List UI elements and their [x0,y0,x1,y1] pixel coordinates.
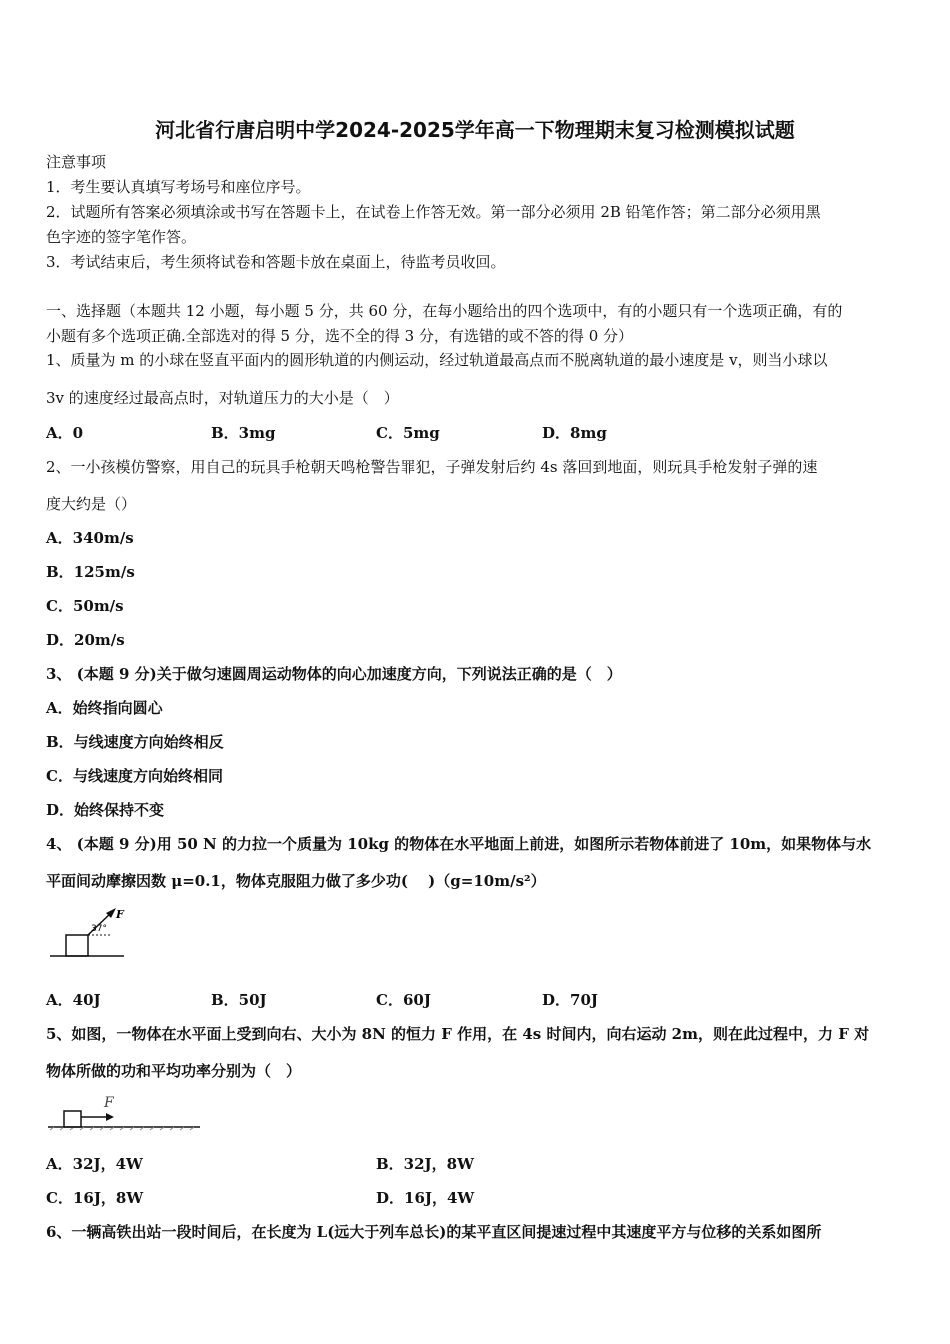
block-horizontal-force-figure [46,1093,206,1137]
question-5-stem: 5、如图，一物体在水平面上受到向右、大小为 8N 的恒力 F 作用，在 4s 时间内，向右运动 2m，则在此过程中，力 F 对 [46,1025,870,1043]
question-2-stem: 度大约是（） [46,495,137,513]
question-2-stem: 2、一小孩模仿警察，用自己的玩具手枪朝天鸣枪警告罪犯，子弹发射后约 4s 落回到地面，则玩具手枪发射子弹的速 [46,458,818,476]
section-instructions: 小题有多个选项正确.全部选对的得 5 分，选不全的得 3 分，有选错的或不答的得 0 分） [46,327,634,345]
q5-option-a: A．32J，4W [46,1155,143,1173]
q4-option-a: A．40J [46,991,101,1009]
q1-option-d: D．8mg [542,424,607,442]
notice-item: 1．考生要认真填写考场号和座位序号。 [46,178,311,196]
question-6-stem: 6、一辆高铁出站一段时间后，在长度为 L(远大于列车总长)的某平直区间提速过程中其速度平方与位移的关系如图所 [46,1223,822,1241]
q2-option-c: C．50m/s [46,597,124,615]
q4-option-b: B．50J [211,991,267,1009]
q1-option-c: C．5mg [376,424,440,442]
question-4-stem: 4、 (本题 9 分)用 50 N 的力拉一个质量为 10kg 的物体在水平地面上前进，如图所示若物体前进了 10m，如果物体与水 [46,835,872,853]
q1-option-b: B．3mg [211,424,276,442]
page-title: 河北省行唐启明中学2024-2025学年高一下物理期末复习检测模拟试题 [155,118,795,142]
q2-option-a: A．340m/s [46,529,134,547]
question-1-stem: 1、质量为 m 的小球在竖直平面内的圆形轨道的内侧运动，经过轨道最高点而不脱离轨道的最小速度是 v，则当小球以 [46,351,828,369]
q5-option-d: D．16J，4W [376,1189,475,1207]
force-label: F [116,908,124,921]
notice-item: 2．试题所有答案必须填涂或书写在答题卡上，在试卷上作答无效。第一部分必须用 2B 铅笔作答；第二部分必须用黑 [46,203,821,221]
section-instructions: 一、选择题（本题共 12 小题，每小题 5 分，共 60 分，在每小题给出的四个选项中，有的小题只有一个选项正确，有的 [46,302,843,320]
q2-option-b: B．125m/s [46,563,135,581]
q3-option-b: B．与线速度方向始终相反 [46,733,224,751]
q3-option-d: D．始终保持不变 [46,801,165,819]
question-5-stem: 物体所做的功和平均功率分别为（ ） [46,1062,302,1080]
notice-heading: 注意事项 [46,153,107,171]
q4-option-c: C．60J [376,991,431,1009]
question-4-stem: 平面间动摩擦因数 μ=0.1，物体克服阻力做了多少功( )（g=10m/s²） [46,872,546,890]
q5-option-b: B．32J，8W [376,1155,474,1173]
q1-option-a: A．0 [46,424,84,442]
notice-item: 3．考试结束后，考生须将试卷和答题卡放在桌面上，待监考员收回。 [46,253,506,271]
q3-option-a: A．始终指向圆心 [46,699,163,717]
notice-item: 色字迹的签字笔作答。 [46,228,197,246]
question-1-stem: 3v 的速度经过最高点时，对轨道压力的大小是（ ） [46,389,399,407]
block-pulled-at-angle-figure [46,905,136,961]
q4-option-d: D．70J [542,991,598,1009]
q5-option-c: C．16J，8W [46,1189,144,1207]
force-label: F [104,1095,114,1111]
question-3-stem: 3、 (本题 9 分)关于做匀速圆周运动物体的向心加速度方向，下列说法正确的是（ ） [46,665,622,683]
q3-option-c: C．与线速度方向始终相同 [46,767,223,785]
q2-option-d: D．20m/s [46,631,125,649]
angle-label: 37° [91,924,107,934]
